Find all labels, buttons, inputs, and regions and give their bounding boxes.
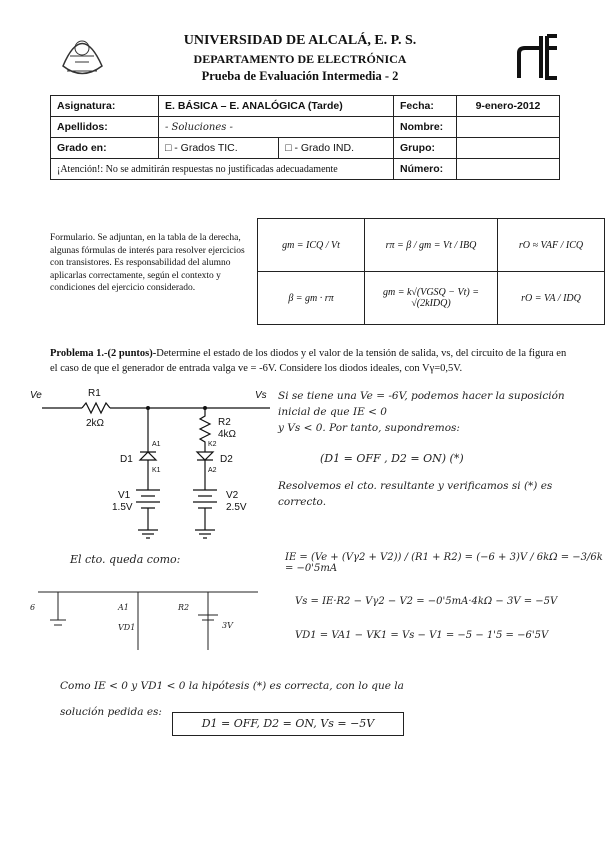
grado-ind-checkbox[interactable]: □ - Grado IND. <box>279 138 394 159</box>
label-a1: A1 <box>152 441 161 448</box>
grado-label: Grado en: <box>51 138 159 159</box>
equation-ie: IE = (Ve + (Vγ2 + V2)) / (R1 + R2) = (−6 + 3)V / 6kΩ = −3/6k = −0'5mA <box>285 552 603 574</box>
label-v2-value: 2.5V <box>226 502 247 513</box>
fecha-label: Fecha: <box>394 96 457 117</box>
formula-table <box>257 218 605 325</box>
label-d1: D1 <box>120 454 133 465</box>
problem-statement <box>50 346 570 376</box>
label-d2: D2 <box>220 454 233 465</box>
label-r2: R2 <box>218 417 231 428</box>
university-crest <box>55 26 110 81</box>
grado-tic-checkbox[interactable]: □ - Grados TIC. <box>159 138 279 159</box>
grupo-field[interactable] <box>457 138 560 159</box>
exam-title: Prueba de Evaluación Intermedia - 2 <box>201 69 399 83</box>
label-k2: K2 <box>208 441 217 448</box>
circuit-diagram <box>30 380 270 555</box>
label-r2-value: 4kΩ <box>218 429 237 440</box>
svg-text:3V: 3V <box>222 621 233 630</box>
hand-note-4: Resolvemos el cto. resultante y verificamos si (*) es correcto. <box>278 480 553 508</box>
formula-beta: β = gm · rπ <box>258 272 365 325</box>
hypothesis: (D1 = OFF , D2 = ON) (*) <box>320 452 464 465</box>
label-r1-value: 2kΩ <box>86 418 105 429</box>
apellidos-label: Apellidos: <box>51 117 159 138</box>
svg-text:A1: A1 <box>118 603 129 612</box>
problem-title: Problema 1.-(2 puntos)- <box>50 348 157 359</box>
equivalent-circuit <box>28 570 268 665</box>
label-v1: V1 <box>118 490 131 501</box>
conclusion-line-1: Como IE < 0 y VD1 < 0 la hipótesis (*) es correcta, con lo que la <box>60 680 404 692</box>
grupo-label: Grupo: <box>394 138 457 159</box>
hand-note-5: El cto. queda como: <box>70 553 181 566</box>
hand-note-2: y Vs < 0. Por tanto, supondremos: <box>278 422 460 434</box>
nombre-label: Nombre: <box>394 117 457 138</box>
atencion-note: ¡Atención!: No se admitirán respuestas no justificadas adecuadamente <box>51 159 394 180</box>
conclusion-line-2: solución pedida es: <box>60 706 162 718</box>
formula-rpi: rπ = β / gm = Vt / IBQ <box>365 219 498 272</box>
hand-note-1: Si se tiene una Ve = -6V, podemos hacer la suposición inicial de que IE < 0 <box>278 390 565 418</box>
label-r1: R1 <box>88 388 101 399</box>
fecha-value: 9-enero-2012 <box>457 96 560 117</box>
nombre-field[interactable] <box>457 117 560 138</box>
university-name: UNIVERSIDAD DE ALCALÁ, E. P. S. <box>183 33 417 48</box>
asignatura-value: E. BÁSICA – E. ANALÓGICA (Tarde) <box>159 96 394 117</box>
label-v2: V2 <box>226 490 239 501</box>
label-k1: K1 <box>152 467 161 474</box>
numero-label: Número: <box>394 159 457 180</box>
label-a2: A2 <box>208 467 217 474</box>
svg-text:VD1: VD1 <box>118 623 136 632</box>
label-v1-value: 1.5V <box>112 502 133 513</box>
apellidos-field[interactable]: - Soluciones - <box>159 117 394 138</box>
label-vs: Vs <box>255 390 267 401</box>
department-name: DEPARTAMENTO DE ELECTRÓNICA <box>193 52 407 66</box>
problem-text: Determine el estado de los diodos y el valor de la tensión de salida, vs, del circuito de la figura en el caso de que el generador de entrada valga ve = -6V. Considere los diodos ideales, con Vγ=0,5V. <box>50 348 567 374</box>
equation-vs: Vs = IE·R2 − Vγ2 − V2 = −0'5mA·4kΩ − 3V = −5V <box>295 596 558 607</box>
formula-gm-fet: gm = k√(VGSQ − Vt) = √(2kIDQ) <box>365 272 498 325</box>
svg-text:6: 6 <box>30 603 36 612</box>
formula-ro: rO ≈ VAF / ICQ <box>498 219 605 272</box>
equation-vd1: VD1 = VA1 − VK1 = Vs − V1 = −5 − 1'5 = −6'5V <box>295 630 549 641</box>
student-info-table <box>50 95 560 180</box>
formula-ro-fet: rO = VA / IDQ <box>498 272 605 325</box>
label-ve: Ve <box>30 390 42 401</box>
numero-field[interactable] <box>457 159 560 180</box>
final-answer-box: D1 = OFF, D2 = ON, Vs = −5V <box>172 712 404 736</box>
asignatura-label: Asignatura: <box>51 96 159 117</box>
formula-gm: gm = ICQ / Vt <box>258 219 365 272</box>
svg-text:R2: R2 <box>178 603 190 612</box>
formulario-text: Formulario. Se adjuntan, en la tabla de la derecha, algunas fórmulas de interés para resolver ejercicios con transistores. Es responsabilidad del alumno aplicarlas correctamente, según el contexto y condiciones del ejercicio considerado. <box>50 233 245 293</box>
department-logo <box>513 28 561 86</box>
